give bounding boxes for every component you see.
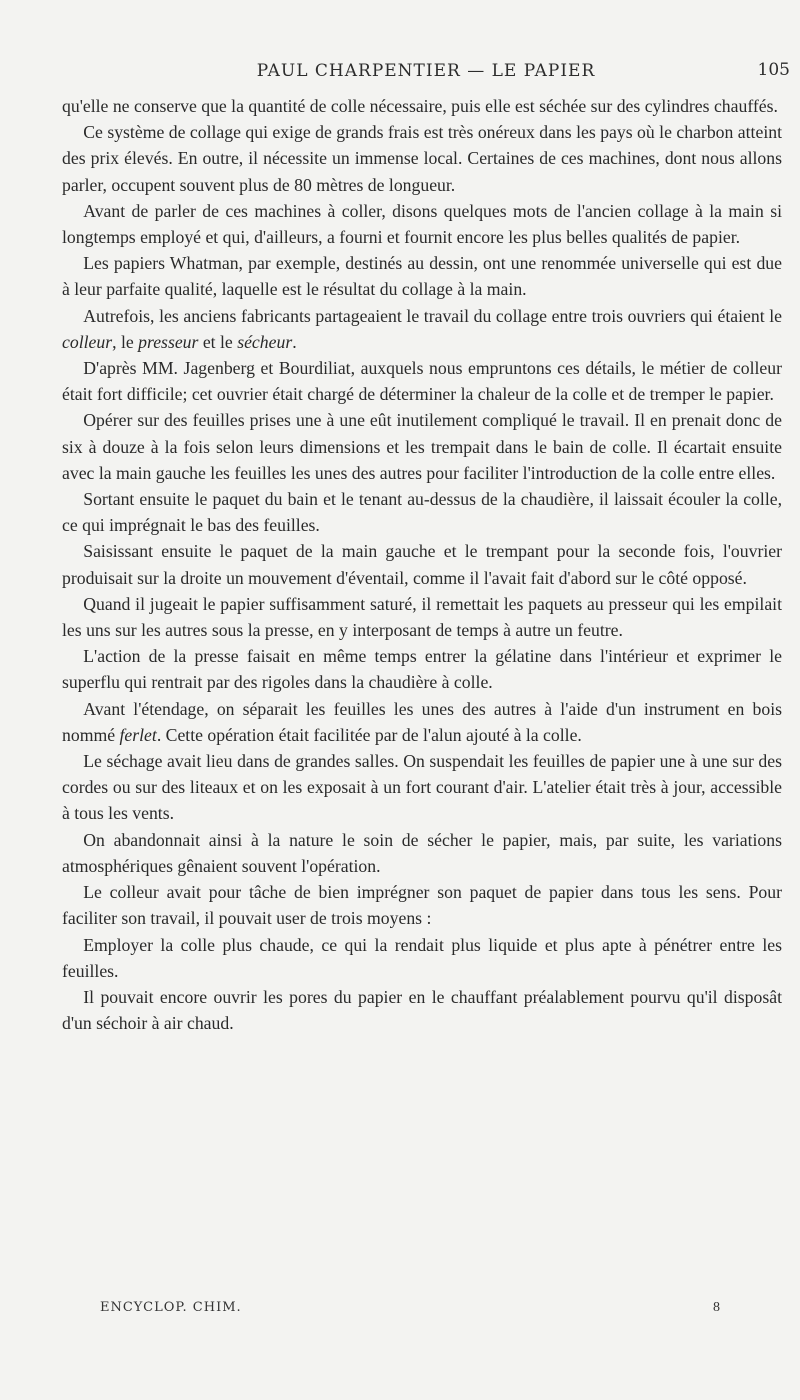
signature-mark: 8 xyxy=(713,1300,720,1315)
emphasis: sécheur xyxy=(237,331,293,352)
paragraph: L'action de la presse faisait en même temps entrer la gélatine dans l'intérieur et exprimer le superflu qui rentrait par des rigoles dans la chaudière à colle. xyxy=(62,646,782,693)
paragraph: Ce système de collage qui exige de grands frais est très onéreux dans les pays où le charbon atteint des prix élevés. En outre, il nécessite un immense local. Certaines de ces machines, dont nous allons parler, occupent souvent plus de 80 mètres de longueur. xyxy=(62,122,782,195)
paragraph: Sortant ensuite le paquet du bain et le tenant au-dessus de la chaudière, il laissait écouler la colle, ce qui imprégnait le bas des feuilles. xyxy=(62,489,782,536)
footer-label: ENCYCLOP. CHIM. xyxy=(100,1300,242,1315)
emphasis: ferlet xyxy=(119,724,157,745)
emphasis: presseur xyxy=(138,331,199,352)
paragraph: Il pouvait encore ouvrir les pores du papier en le chauffant préalablement pourvu qu'il disposât d'un séchoir à air chaud. xyxy=(62,986,782,1034)
paragraph: Avant l'étendage, on séparait les feuilles les unes des autres à l'aide d'un instrument en bois nommé ferlet. Cette opération était facilitée par de l'alun ajouté à la colle. xyxy=(62,698,782,745)
page-number: 105 xyxy=(757,60,790,80)
page-footer xyxy=(100,1300,720,1316)
running-title: PAUL CHARPENTIER — LE PAPIER xyxy=(256,61,596,81)
paragraph: Employer la colle plus chaude, ce qui la rendait plus liquide et plus apte à pénétrer entre les feuilles. xyxy=(62,934,782,981)
paragraph: D'après MM. Jagenberg et Bourdiliat, auxquels nous empruntons ces détails, le métier de colleur était fort difficile; cet ouvrier était chargé de déterminer la chaleur de la colle et de tremper le papier. xyxy=(62,358,782,405)
body-text xyxy=(62,93,782,1036)
paragraph: Autrefois, les anciens fabricants partageaient le travail du collage entre trois ouvriers qui étaient le colleur, le presseur et le sécheur. xyxy=(62,305,782,352)
paragraph: Le séchage avait lieu dans de grandes salles. On suspendait les feuilles de papier une à une sur des cordes ou sur des liteaux et on les exposait à un fort courant d'air. L'atelier était très à jour, accessible à tous les vents. xyxy=(62,751,782,824)
paragraph: Le colleur avait pour tâche de bien imprégner son paquet de papier dans tous les sens. Pour faciliter son travail, il pouvait user de trois moyens : xyxy=(62,882,782,929)
paragraph: Opérer sur des feuilles prises une à une eût inutilement compliqué le travail. Il en prenait donc de six à douze à la fois selon leurs dimensions et les trempait dans le bain de colle. Il écartait ensuite avec la main gauche les feuilles les unes des autres pour faciliter l'introduction de la colle entre elles. xyxy=(62,410,782,483)
paragraph: Avant de parler de ces machines à coller, disons quelques mots de l'ancien collage à la main si longtemps employé et qui, d'ailleurs, a fourni et fournit encore les plus belles qualités de papier. xyxy=(62,200,782,248)
paragraph: Quand il jugeait le papier suffisamment saturé, il remettait les paquets au presseur qui les empilait les uns sur les autres sous la presse, en y interposant de temps à autre un feutre. xyxy=(62,593,782,641)
emphasis: colleur xyxy=(62,331,113,352)
paragraph: Saisissant ensuite le paquet de la main gauche et le trempant pour la seconde fois, l'ouvrier produisait sur la droite un mouvement d'éventail, comme il l'avait fait d'abord sur le côté opposé. xyxy=(62,541,782,588)
paragraph: Les papiers Whatman, par exemple, destinés au dessin, ont une renommée universelle qui est due à leur parfaite qualité, laquelle est le résultat du collage à la main. xyxy=(62,253,782,300)
running-header xyxy=(62,60,790,82)
paragraph: On abandonnait ainsi à la nature le soin de sécher le papier, mais, par suite, les variations atmosphériques gênaient souvent l'opération. xyxy=(62,829,782,876)
paragraph: qu'elle ne conserve que la quantité de colle nécessaire, puis elle est séchée sur des cylindres chauffés. xyxy=(62,96,778,116)
